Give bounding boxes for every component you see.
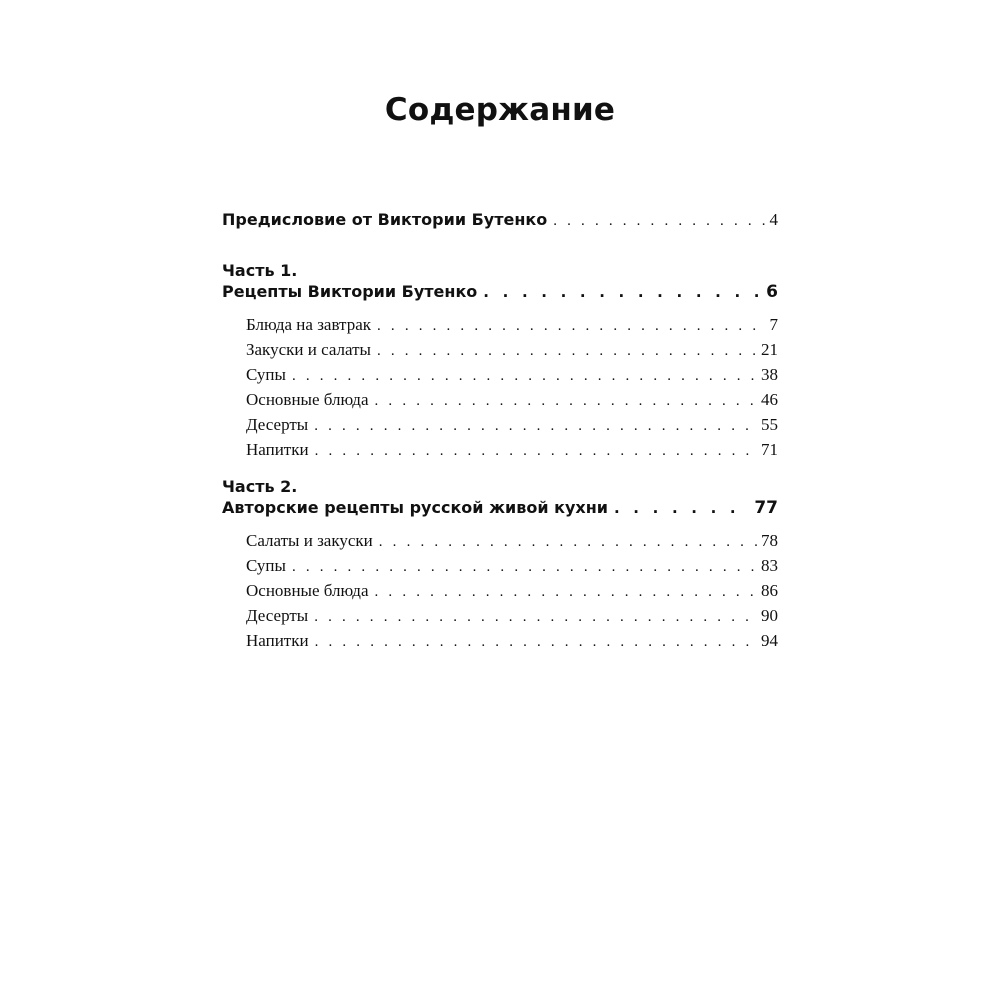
toc-entry[interactable] bbox=[222, 312, 778, 337]
toc-entry-label: Закуски и салаты bbox=[246, 340, 371, 359]
toc-entry-label: Блюда на завтрак bbox=[246, 315, 372, 334]
toc-page-number: 83 bbox=[761, 556, 778, 575]
toc-entry[interactable] bbox=[222, 578, 778, 603]
toc-page-number: 46 bbox=[761, 390, 778, 409]
toc-page-number: 7 bbox=[769, 315, 778, 334]
dot-leader bbox=[375, 580, 757, 605]
toc-entry[interactable] bbox=[222, 337, 778, 362]
toc-entry-label: Основные блюда bbox=[246, 581, 369, 600]
toc-page-number: 4 bbox=[769, 210, 778, 229]
dot-leader bbox=[314, 414, 757, 439]
toc-page-number: 78 bbox=[761, 531, 778, 550]
toc-page-number: 86 bbox=[761, 581, 778, 600]
toc-entry-label: Авторские рецепты русской живой кухни bbox=[222, 498, 608, 517]
dot-leader bbox=[375, 389, 757, 414]
dot-leader bbox=[314, 605, 757, 630]
toc-entry-label: Супы bbox=[246, 365, 286, 384]
toc-entry-label: Десерты bbox=[246, 606, 309, 625]
dot-leader bbox=[553, 213, 765, 230]
dot-leader bbox=[315, 630, 757, 655]
toc-entry-label: Напитки bbox=[246, 440, 309, 459]
toc-entry[interactable] bbox=[222, 387, 778, 412]
toc-page-number: 94 bbox=[761, 631, 778, 650]
toc-page-number: 21 bbox=[761, 340, 778, 359]
part-label: Часть 1. bbox=[222, 261, 298, 280]
toc-entry-part-2[interactable] bbox=[222, 498, 778, 528]
toc-entry-label: Напитки bbox=[246, 631, 309, 650]
dot-leader bbox=[377, 314, 765, 339]
dot-leader bbox=[614, 499, 750, 517]
toc-entry-label: Десерты bbox=[246, 415, 309, 434]
page-title: Содержание bbox=[384, 92, 616, 128]
toc-entry[interactable] bbox=[222, 603, 778, 628]
toc-entry-label: Супы bbox=[246, 556, 286, 575]
toc-entry[interactable] bbox=[222, 437, 778, 462]
dot-leader bbox=[379, 530, 757, 555]
toc-page-number: 6 bbox=[766, 282, 778, 302]
toc-entry-label: Салаты и закуски bbox=[246, 531, 373, 550]
toc-page-number: 90 bbox=[761, 606, 778, 625]
dot-leader bbox=[292, 555, 757, 580]
dot-leader bbox=[377, 339, 757, 364]
dot-leader bbox=[315, 439, 757, 464]
toc-page-number: 77 bbox=[754, 498, 778, 518]
toc-entry[interactable] bbox=[222, 412, 778, 437]
toc-page-number: 71 bbox=[761, 440, 778, 459]
table-of-contents bbox=[222, 210, 778, 653]
toc-entry-label: Рецепты Виктории Бутенко bbox=[222, 282, 478, 301]
dot-leader bbox=[292, 364, 757, 389]
toc-entry-label: Основные блюда bbox=[246, 390, 369, 409]
toc-entry-label: Предисловие от Виктории Бутенко bbox=[222, 210, 548, 229]
toc-entry[interactable] bbox=[222, 628, 778, 653]
toc-entry-preface[interactable] bbox=[222, 210, 778, 236]
toc-page-number: 55 bbox=[761, 415, 778, 434]
toc-entry[interactable] bbox=[222, 553, 778, 578]
part-label: Часть 2. bbox=[222, 477, 298, 496]
dot-leader bbox=[483, 283, 762, 301]
toc-entry[interactable] bbox=[222, 362, 778, 387]
toc-entry[interactable] bbox=[222, 528, 778, 553]
toc-entry-part-1[interactable] bbox=[222, 282, 778, 312]
toc-page-number: 38 bbox=[761, 365, 778, 384]
